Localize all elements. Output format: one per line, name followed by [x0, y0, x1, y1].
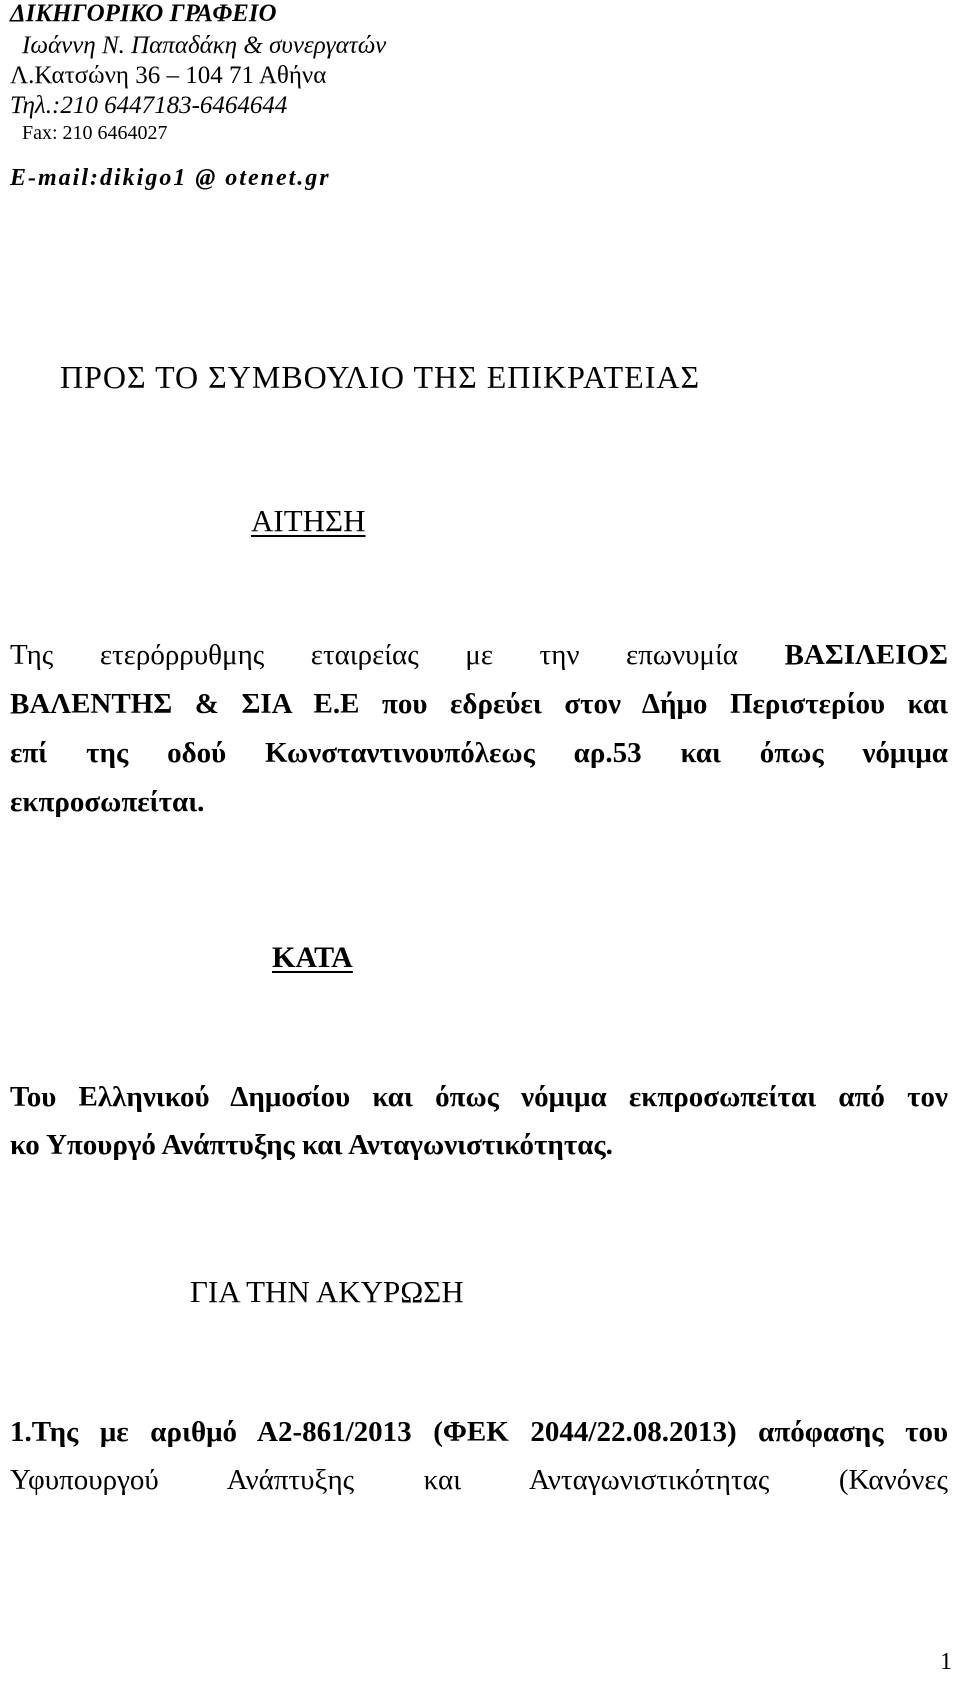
request-line-2: Υφυπουργού Ανάπτυξης και Ανταγωνιστικότητας (Κανόνες: [10, 1464, 948, 1496]
application-heading: ΑΙΤΗΣΗ: [251, 503, 366, 538]
lawyer-name: Ιωάννη Ν. Παπαδάκη & συνεργατών: [22, 32, 387, 59]
respondent-line-1: Του Ελληνικού Δημοσίου και όπως νόμιμα εκπροσωπείται από τον: [10, 1081, 948, 1113]
applicant-name-start: ΒΑΣΙΛΕΙΟΣ: [784, 639, 948, 671]
applicant-line-2: ΒΑΛΕΝΤΗΣ & ΣΙΑ Ε.Ε που εδρεύει στον Δήμο Περιστερίου και: [10, 688, 948, 720]
against-heading: ΚΑΤΑ: [272, 941, 353, 974]
office-email: E-mail:dikigo1 @ otenet.gr: [10, 165, 331, 191]
applicant-line-3: επί της οδού Κωνσταντινουπόλεως αρ.53 και όπως νόμιμα: [10, 737, 948, 769]
office-address: Λ.Κατσώνη 36 – 104 71 Αθήνα: [10, 62, 327, 89]
office-phone: Τηλ.:210 6447183-6464644: [10, 92, 288, 119]
request-line-1: 1.Της με αριθμό Α2-861/2013 (ΦΕΚ 2044/22.08.2013) απόφασης του: [10, 1416, 948, 1448]
firm-name: ΔΙΚΗΓΟΡΙΚΟ ΓΡΑΦΕΙΟ: [10, 0, 277, 27]
office-fax: Fax: 210 6464027: [22, 122, 168, 144]
request-heading: ΓΙΑ ΤΗΝ ΑΚΥΡΩΣΗ: [190, 1274, 464, 1309]
applicant-intro: Της ετερόρρυθμης εταιρείας με την επωνυμία: [10, 639, 738, 671]
page-number: 1: [940, 1649, 952, 1675]
addressee-heading: ΠΡΟΣ ΤΟ ΣΥΜΒΟΥΛΙΟ ΤΗΣ ΕΠΙΚΡΑΤΕΙΑΣ: [60, 359, 701, 395]
applicant-line-4: εκπροσωπείται.: [10, 786, 205, 818]
applicant-line-1: [10, 641, 948, 670]
respondent-line-2: κο Υπουργό Ανάπτυξης και Ανταγωνιστικότητας.: [10, 1129, 613, 1161]
